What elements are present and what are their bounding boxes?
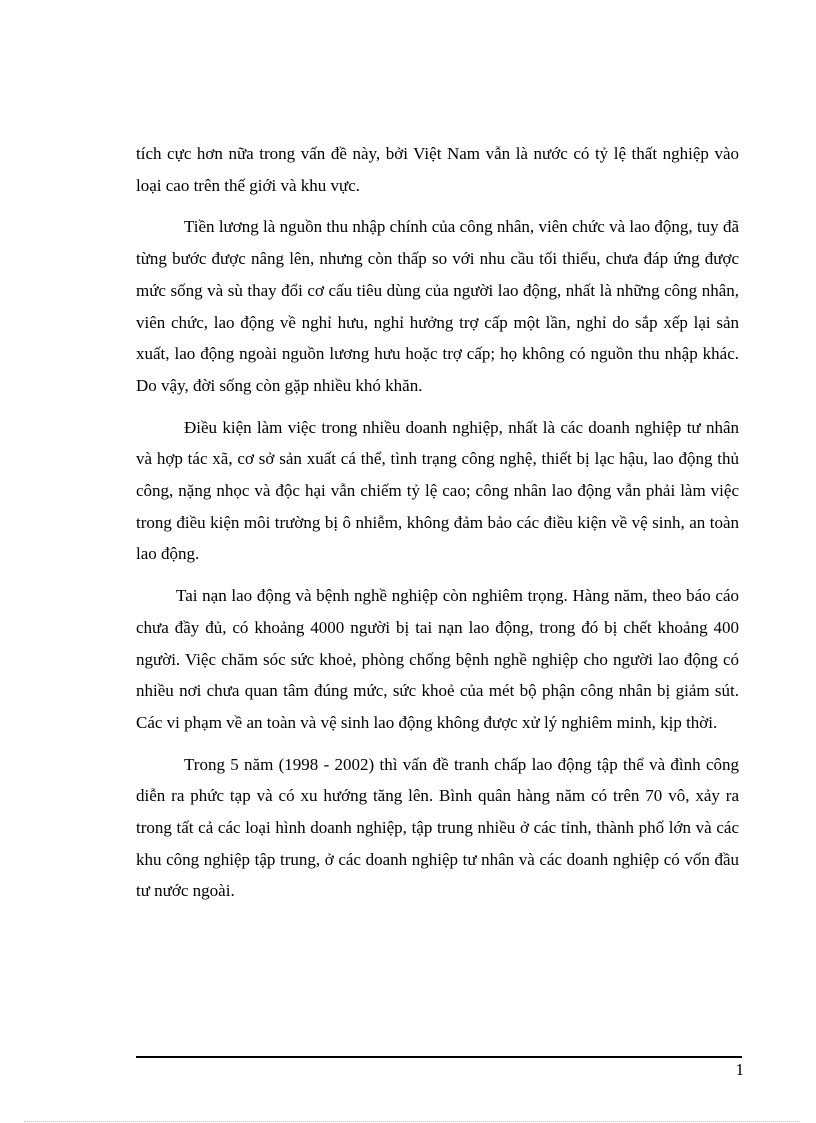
body-text — [136, 138, 739, 917]
page-number: 1 — [735, 1060, 744, 1079]
paragraph-continuation: tích cực hơn nữa trong vấn đề này, bởi Việt Nam vẫn là nước có tỷ lệ thất nghiệp vào loại cao trên thế giới và khu vực. — [136, 144, 739, 195]
footer-rule — [136, 1056, 742, 1058]
paragraph-wages: Tiền lương là nguồn thu nhập chính của công nhân, viên chức và lao động, tuy đã từng bước được nâng lên, nhưng còn thấp so với nhu cầu tối thiểu, chưa đáp ứng được mức sống và sù thay đổi cơ cấu tiêu dùng của người lao động, nhất là những công nhân, viên chức, lao động về nghỉ hưu, nghỉ hưởng trợ cấp một lần, nghỉ do sắp xếp lại sản xuất, lao động ngoài nguồn lương hưu hoặc trợ cấp; họ không có nguồn thu nhập khác. Do vậy, đời sống còn gặp nhiều khó khăn. — [136, 217, 739, 395]
page-edge-divider — [24, 1121, 800, 1122]
paragraph-disputes: Trong 5 năm (1998 - 2002) thì vấn đề tranh chấp lao động tập thể và đình công diễn ra phức tạp và có xu hướng tăng lên. Bình quân hàng năm có trên 70 vô, xảy ra trong tất cả các loại hình doanh nghiệp, tập trung nhiều ở các tỉnh, thành phố lớn và các khu công nghiệp tập trung, ở các doanh nghiệp tư nhân và các doanh nghiệp có vốn đầu tư nước ngoài. — [136, 754, 739, 901]
paragraph-working-conditions: Điều kiện làm việc trong nhiều doanh nghiệp, nhất là các doanh nghiệp tư nhân và hợp tác xã, cơ sở sản xuất cá thể, tình trạng công nghệ, thiết bị lạc hậu, lao động thủ công, nặng nhọc và độc hại vẫn chiếm tỷ lệ cao; công nhân lao động vẫn phải làm việc trong điều kiện môi trường bị ô nhiễm, không đảm bảo các điều kiện về vệ sinh, an toàn lao động. — [136, 417, 739, 564]
paragraph-accidents: Tai nạn lao động và bệnh nghề nghiệp còn nghiêm trọng. Hàng năm, theo báo cáo chưa đầy đủ, có khoảng 4000 người bị tai nạn lao động, trong đó bị chết khoảng 400 người. Việc chăm sóc sức khoẻ, phòng chống bệnh nghề nghiệp cho người lao động có nhiều nơi chưa quan tâm đúng mức, sức khoẻ của mét bộ phận công nhân bị giảm sút. Các vi phạm về an toàn và vệ sinh lao động không được xử lý nghiêm minh, kịp thời. — [136, 586, 739, 732]
